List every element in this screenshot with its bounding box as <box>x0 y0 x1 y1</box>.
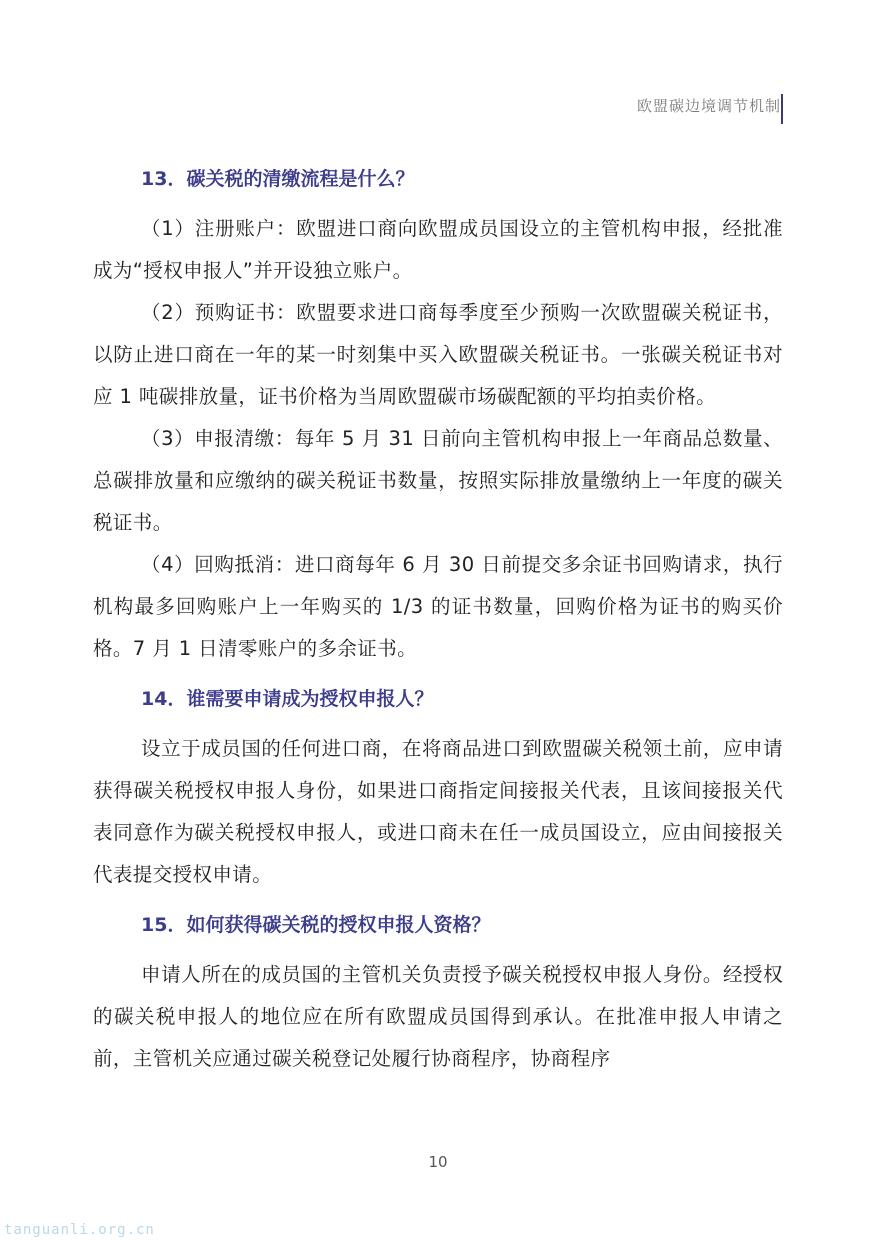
question-13-paragraph-4: （4）回购抵消：进口商每年 6 月 30 日前提交多余证书回购请求，执行机构最多回购账户上一年购买的 1/3 的证书数量，回购价格为证书的购买价格。7 月 1 日清零账户的多余证书。 <box>93 553 783 660</box>
question-13-paragraph-1: （1）注册账户：欧盟进口商向欧盟成员国设立的主管机构申报，经批准成为“授权申报人”并开设独立账户。 <box>93 217 783 282</box>
watermark-text: tanguanli.org.cn <box>4 1222 155 1238</box>
question-13-paragraph-2: （2）预购证书：欧盟要求进口商每季度至少预购一次欧盟碳关税证书，以防止进口商在一年的某一时刻集中买入欧盟碳关税证书。一张碳关税证书对应 1 吨碳排放量，证书价格为当周欧盟碳市场碳配额的平均拍卖价格。 <box>93 301 783 408</box>
document-body <box>93 158 783 1080</box>
question-13-title: 13．碳关税的清缴流程是什么？ <box>141 168 415 190</box>
question-14-title: 14．谁需要申请成为授权申报人？ <box>141 688 434 710</box>
question-15-paragraph-1: 申请人所在的成员国的主管机关负责授予碳关税授权申报人身份。经授权的碳关税申报人的地位应在所有欧盟成员国得到承认。在批准申报人申请之前，主管机关应通过碳关税登记处履行协商程序，协商程序 <box>93 963 783 1070</box>
question-14-paragraph-1: 设立于成员国的任何进口商，在将商品进口到欧盟碳关税领土前，应申请获得碳关税授权申报人身份，如果进口商指定间接报关代表，且该间接报关代表同意作为碳关税授权申报人，或进口商未在任一成员国设立，应由间接报关代表提交授权申请。 <box>93 737 783 886</box>
question-15-title: 15．如何获得碳关税的授权申报人资格？ <box>141 914 491 936</box>
question-13-paragraph-3: （3）申报清缴：每年 5 月 31 日前向主管机构申报上一年商品总数量、总碳排放量和应缴纳的碳关税证书数量，按照实际排放量缴纳上一年度的碳关税证书。 <box>93 427 783 534</box>
page-number: 10 <box>428 1153 448 1171</box>
header-divider <box>781 94 783 124</box>
running-header: 欧盟碳边境调节机制 <box>636 97 781 115</box>
